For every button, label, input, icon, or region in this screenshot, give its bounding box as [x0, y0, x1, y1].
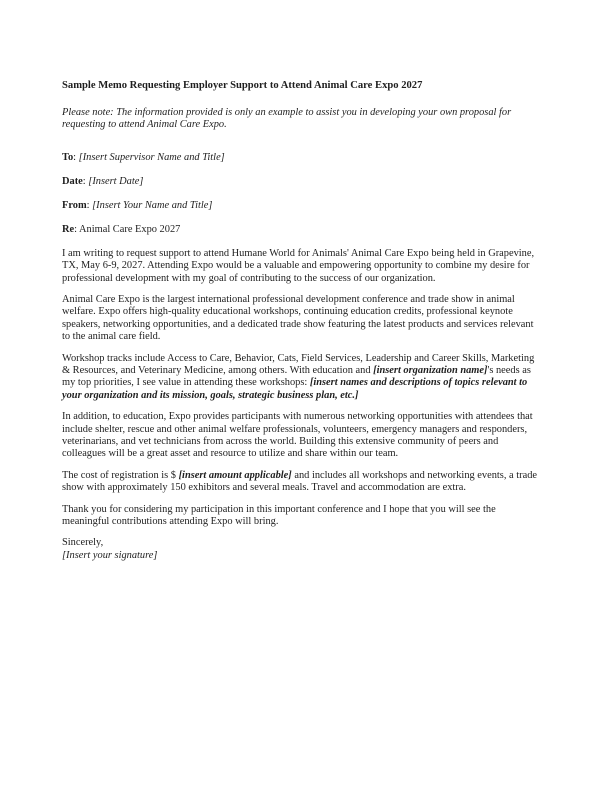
- text-run: I am writing to request support to attend Humane World for Animals' Animal Care Expo being held in Grapevine, TX, May 6-9, 2027. Attending Expo would be a valuable and empowering opportunity to combine my desire for professional development with my goal of contributing to the success of our organization.: [62, 247, 535, 284]
- memo-note: Please note: The information provided is only an example to assist you in developing your own proposal for requesting to attend Animal Care Expo.: [62, 106, 512, 131]
- memo-paragraph: [62, 470, 544, 495]
- field-value: Animal Care Expo 2027: [79, 223, 181, 235]
- field-label: Date: [62, 175, 83, 187]
- text-run: [insert amount applicable]: [178, 469, 292, 481]
- memo-field-row: [62, 200, 544, 213]
- memo-paragraph: [62, 248, 544, 285]
- memo-paragraph: [62, 411, 544, 461]
- field-label: From: [62, 199, 87, 211]
- memo-paragraph: [62, 353, 544, 403]
- field-value: [Insert Supervisor Name and Title]: [78, 151, 225, 163]
- text-run: [insert names and descriptions of topics relevant to your organization and its mission, goals, strategic business plan, etc.]: [62, 377, 528, 401]
- text-run: [insert organization name]: [373, 364, 488, 376]
- text-run: 's needs as my top priorities, I see value in attending these workshops:: [62, 364, 531, 389]
- field-value: [Insert Your Name and Title]: [92, 199, 213, 211]
- field-label: To: [62, 151, 74, 163]
- memo-title: Sample Memo Requesting Employer Support to Attend Animal Care Expo 2027: [62, 80, 423, 91]
- field-value: [Insert Date]: [88, 175, 144, 187]
- field-separator: :: [74, 223, 80, 235]
- field-separator: :: [73, 151, 79, 163]
- text-run: Animal Care Expo is the largest international professional development conference and trade show in animal welfare. Expo offers high-quality educational workshops, continuing education credits, professional keynote speakers, networking opportunities, and a dedicated trade show featuring the latest products and services relevant to the animal care field.: [62, 293, 534, 343]
- text-run: The cost of registration is $: [62, 469, 179, 481]
- memo-paragraph: [62, 294, 544, 344]
- field-label: Re: [62, 223, 75, 235]
- memo-field-row: [62, 176, 544, 189]
- text-run: Thank you for considering my participation in this important conference and I hope that you will see the meaningful contributions attending Expo will bring.: [62, 503, 496, 527]
- field-separator: :: [82, 175, 89, 187]
- text-run: and includes all workshops and networking events, a trade show with approximately 150 exhibitors and several meals. Travel and accommodation are extra.: [62, 469, 538, 494]
- closing-salutation: Sincerely,: [62, 537, 104, 549]
- memo-fields: [62, 152, 544, 237]
- memo-field-row: [62, 224, 544, 237]
- memo-closing: [62, 537, 544, 562]
- memo-paragraph: [62, 504, 544, 529]
- memo-field-row: [62, 152, 544, 165]
- text-run: In addition, to education, Expo provides participants with numerous networking opportunities with attendees that include shelter, rescue and other animal welfare professionals, volunteers, emergency managers and responders, veterinarians, and vet technicians from across the world. Building this extensive community of peers and colleagues will be a great asset and resource to utilize and share within our team.: [62, 411, 533, 460]
- field-separator: :: [86, 199, 93, 211]
- closing-signature-placeholder: [Insert your signature]: [62, 549, 158, 561]
- text-run: Workshop tracks include Access to Care, Behavior, Cats, Field Services, Leadership and Career Skills, Marketing & Resources, and Veterinary Medicine, among others. With education and: [62, 352, 535, 376]
- memo-paragraphs: [62, 248, 544, 529]
